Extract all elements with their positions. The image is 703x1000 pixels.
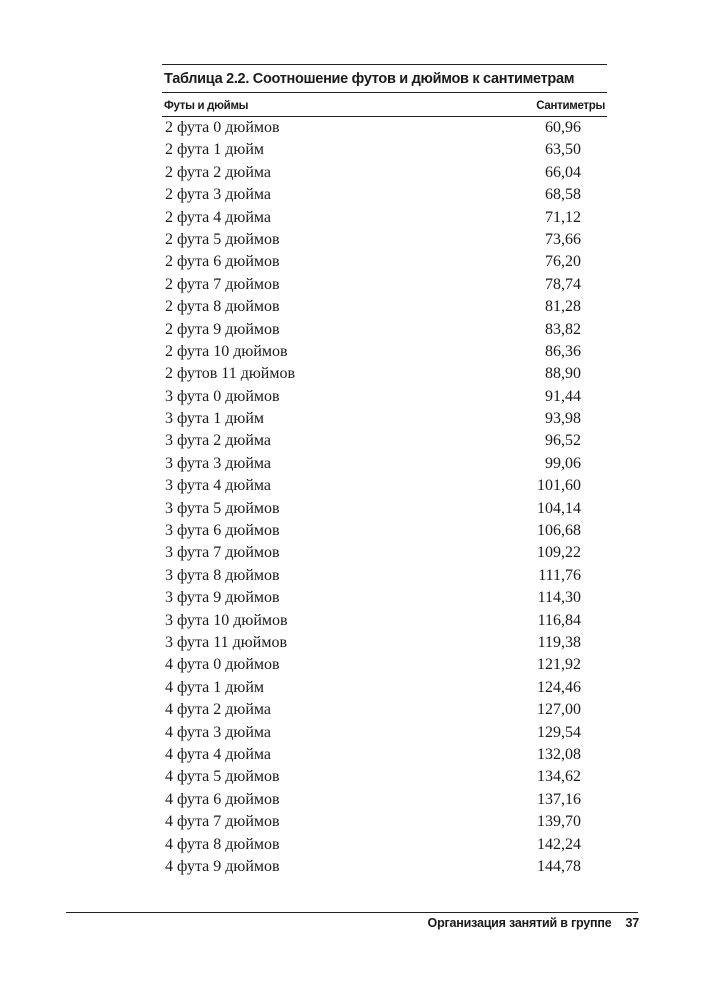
feet-inches-cell: 2 фута 7 дюймов [165, 275, 280, 293]
table-row [162, 207, 607, 229]
table-body [162, 117, 607, 878]
table-row [162, 430, 607, 452]
centimeters-cell: 134,62 [537, 768, 581, 786]
table-row [162, 341, 607, 363]
table-row [162, 139, 607, 161]
feet-inches-cell: 4 фута 2 дюйма [165, 701, 272, 719]
centimeters-cell: 111,76 [538, 566, 581, 584]
centimeters-cell: 106,68 [537, 522, 581, 540]
feet-inches-cell: 2 фута 0 дюймов [165, 119, 280, 136]
centimeters-cell: 127,00 [537, 701, 581, 719]
feet-inches-cell: 3 фута 0 дюймов [165, 387, 280, 405]
feet-inches-cell: 3 фута 4 дюйма [165, 477, 272, 495]
table-row [162, 632, 607, 654]
centimeters-cell: 86,36 [545, 342, 581, 360]
column-header-feet-inches: Футы и дюймы [164, 100, 249, 112]
centimeters-cell: 63,50 [545, 141, 581, 159]
feet-inches-cell: 2 футов 11 дюймов [165, 365, 296, 383]
feet-inches-cell: 3 фута 6 дюймов [165, 522, 280, 540]
centimeters-cell: 137,16 [537, 790, 581, 808]
page-footer [428, 916, 639, 930]
centimeters-cell: 96,52 [545, 432, 581, 450]
centimeters-cell: 119,38 [537, 633, 581, 651]
feet-inches-cell: 2 фута 4 дюйма [165, 208, 272, 226]
table-row [162, 117, 607, 139]
table-row [162, 498, 607, 520]
table-row [162, 251, 607, 273]
table-row [162, 274, 607, 296]
table-row [162, 184, 607, 206]
table-row [162, 654, 607, 676]
feet-inches-cell: 4 фута 4 дюйма [165, 745, 272, 763]
feet-inches-cell: 2 фута 9 дюймов [165, 320, 280, 338]
feet-inches-cell: 3 фута 2 дюйма [165, 432, 272, 450]
centimeters-cell: 93,98 [545, 410, 581, 428]
table-row [162, 475, 607, 497]
centimeters-cell: 68,58 [545, 186, 581, 204]
table-row [162, 162, 607, 184]
feet-inches-cell: 3 фута 5 дюймов [165, 499, 280, 517]
feet-inches-cell: 4 фута 0 дюймов [165, 656, 280, 674]
feet-inches-cell: 4 фута 8 дюймов [165, 835, 280, 853]
centimeters-cell: 83,82 [545, 320, 581, 338]
feet-inches-cell: 3 фута 7 дюймов [165, 544, 280, 562]
centimeters-cell: 124,46 [537, 678, 581, 696]
centimeters-cell: 78,74 [545, 275, 581, 293]
table-row [162, 520, 607, 542]
table-header [162, 93, 607, 116]
centimeters-cell: 121,92 [537, 656, 581, 674]
table-title: Таблица 2.2. Соотношение футов и дюймов к сантиметрам [164, 71, 575, 87]
feet-inches-cell: 2 фута 3 дюйма [165, 186, 272, 204]
centimeters-cell: 104,14 [537, 499, 581, 517]
feet-inches-cell: 2 фута 1 дюйм [165, 141, 265, 159]
feet-inches-cell: 3 фута 1 дюйм [165, 410, 265, 428]
table-row [162, 834, 607, 856]
feet-inches-cell: 4 фута 6 дюймов [165, 790, 280, 808]
feet-inches-cell: 3 фута 11 дюймов [165, 633, 287, 651]
table-row [162, 722, 607, 744]
running-footer-title: Организация занятий в группе [427, 916, 612, 930]
table-row [162, 744, 607, 766]
table-row [162, 408, 607, 430]
table-row [162, 789, 607, 811]
feet-inches-cell: 2 фута 8 дюймов [165, 298, 280, 316]
feet-inches-cell: 4 фута 7 дюймов [165, 813, 280, 831]
centimeters-cell: 60,96 [545, 119, 581, 136]
feet-inches-cell: 2 фута 6 дюймов [165, 253, 280, 271]
table-row [162, 386, 607, 408]
centimeters-cell: 144,78 [537, 857, 581, 875]
feet-inches-cell: 3 фута 8 дюймов [165, 566, 280, 584]
table-row [162, 296, 607, 318]
table-row [162, 542, 607, 564]
centimeters-cell: 139,70 [537, 813, 581, 831]
centimeters-cell: 81,28 [545, 298, 581, 316]
table-row [162, 699, 607, 721]
centimeters-cell: 99,06 [545, 454, 581, 472]
centimeters-cell: 132,08 [537, 745, 581, 763]
conversion-table [162, 64, 607, 878]
centimeters-cell: 114,30 [537, 589, 581, 607]
table-row [162, 565, 607, 587]
table-row [162, 363, 607, 385]
table-row [162, 587, 607, 609]
centimeters-cell: 129,54 [537, 723, 581, 741]
feet-inches-cell: 2 фута 2 дюйма [165, 163, 272, 181]
table-row [162, 319, 607, 341]
centimeters-cell: 88,90 [545, 365, 581, 383]
feet-inches-cell: 4 фута 3 дюйма [165, 723, 272, 741]
centimeters-cell: 76,20 [545, 253, 581, 271]
centimeters-cell: 91,44 [545, 387, 581, 405]
centimeters-cell: 109,22 [537, 544, 581, 562]
centimeters-cell: 66,04 [545, 163, 581, 181]
table-row [162, 453, 607, 475]
centimeters-cell: 73,66 [545, 230, 581, 248]
footer-rule [66, 912, 638, 913]
column-header-centimeters: Сантиметры [536, 100, 605, 112]
feet-inches-cell: 2 фута 10 дюймов [165, 342, 288, 360]
feet-inches-cell: 4 фута 5 дюймов [165, 768, 280, 786]
centimeters-cell: 71,12 [545, 208, 581, 226]
feet-inches-cell: 3 фута 10 дюймов [165, 611, 288, 629]
feet-inches-cell: 4 фута 9 дюймов [165, 857, 280, 875]
table-row [162, 610, 607, 632]
centimeters-cell: 142,24 [537, 835, 581, 853]
centimeters-cell: 101,60 [537, 477, 581, 495]
table-row [162, 766, 607, 788]
feet-inches-cell: 3 фута 9 дюймов [165, 589, 280, 607]
table-row [162, 229, 607, 251]
table-row [162, 856, 607, 878]
centimeters-cell: 116,84 [537, 611, 581, 629]
feet-inches-cell: 4 фута 1 дюйм [165, 678, 265, 696]
table-row [162, 677, 607, 699]
table-row [162, 811, 607, 833]
feet-inches-cell: 2 фута 5 дюймов [165, 230, 280, 248]
feet-inches-cell: 3 фута 3 дюйма [165, 454, 272, 472]
page-number: 37 [625, 916, 639, 930]
